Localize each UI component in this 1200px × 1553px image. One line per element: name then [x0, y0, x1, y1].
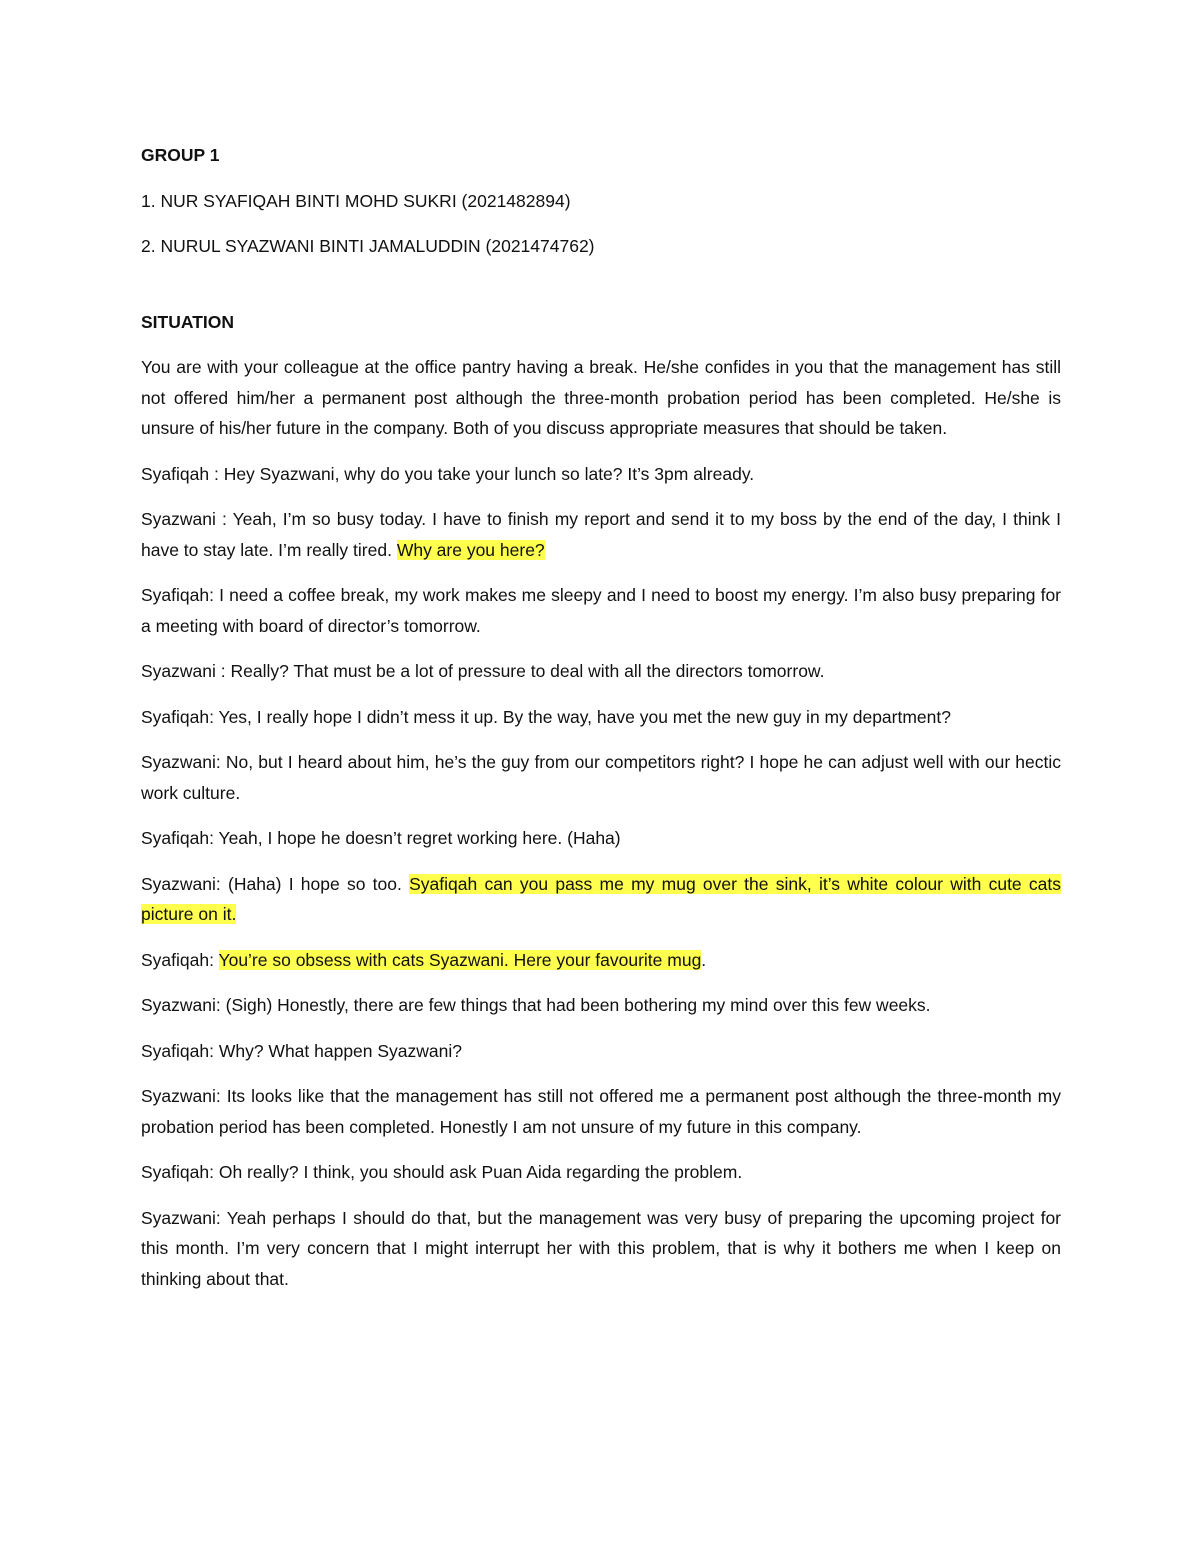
group-member-2: 2. NURUL SYAZWANI BINTI JAMALUDDIN (2021474762): [141, 236, 595, 256]
dialogue-line-5: Syafiqah: Yes, I really hope I didn’t mess it up. By the way, have you met the new guy in my department?: [141, 706, 951, 727]
situation-text: You are with your colleague at the office pantry having a break. He/she confides in you that the management has still not offered him/her a permanent post although the three-month probation period has been completed. He/she is unsure of his/her future in the company. Both of you discuss appropriate measures that should be taken.: [141, 357, 1061, 438]
document-body: [141, 140, 1061, 1309]
dialogue-line-7: Syafiqah: Yeah, I hope he doesn’t regret working here. (Haha): [141, 828, 621, 848]
situation-title: SITUATION: [141, 311, 235, 332]
dialogue-line-8: [141, 869, 1061, 930]
dialogue-line-2-text: Syazwani : Yeah, I’m so busy today. I have to finish my report and send it to my boss by the end of the day, I think I have to stay late. I’m really tired.: [141, 509, 1061, 560]
dialogue-line-6: Syazwani: No, but I heard about him, he’s the guy from our competitors right? I hope he can adjust well with our hectic work culture.: [141, 752, 1061, 803]
dialogue-line-9-highlight: You’re so obsess with cats Syazwani. Here your favourite mug: [218, 949, 702, 970]
dialogue-line-2: [141, 504, 1061, 565]
dialogue-line-3: Syafiqah: I need a coffee break, my work makes me sleepy and I need to boost my energy. I’m also busy preparing for a meeting with board of director’s tomorrow.: [141, 585, 1061, 636]
dialogue-line-8-text: Syazwani: (Haha) I hope so too.: [141, 873, 410, 894]
dialogue-line-12: Syazwani: Its looks like that the management has still not offered me a permanent post although the three-month my probation period has been completed. Honestly I am not unsure of my future in this company.: [141, 1086, 1061, 1137]
dialogue-line-4: Syazwani : Really? That must be a lot of pressure to deal with all the directors tomorrow.: [141, 661, 825, 681]
dialogue-line-14: Syazwani: Yeah perhaps I should do that, but the management was very busy of preparing the upcoming project for this month. I’m very concern that I might interrupt her with this problem, that is why it bothers me when I keep on thinking about that.: [141, 1207, 1061, 1289]
dialogue-line-9-end: .: [701, 949, 707, 970]
dialogue-line-8-highlight: Syafiqah can you pass me my mug over the sink, it’s white colour with cute cats picture on it.: [141, 873, 1061, 924]
group-member-1: 1. NUR SYAFIQAH BINTI MOHD SUKRI (2021482894): [141, 190, 571, 211]
dialogue-line-9-text: Syafiqah:: [141, 949, 219, 970]
dialogue-line-13: Syafiqah: Oh really? I think, you should ask Puan Aida regarding the problem.: [141, 1162, 743, 1182]
dialogue-line-11: Syafiqah: Why? What happen Syazwani?: [141, 1040, 463, 1061]
dialogue-line-1: Syafiqah : Hey Syazwani, why do you take your lunch so late? It’s 3pm already.: [141, 463, 755, 484]
group-title: GROUP 1: [141, 145, 220, 165]
dialogue-line-9: [141, 945, 1061, 976]
dialogue-line-2-highlight: Why are you here?: [396, 539, 545, 560]
dialogue-line-10: Syazwani: (Sigh) Honestly, there are few things that had been bothering my mind over this few weeks.: [141, 995, 931, 1015]
